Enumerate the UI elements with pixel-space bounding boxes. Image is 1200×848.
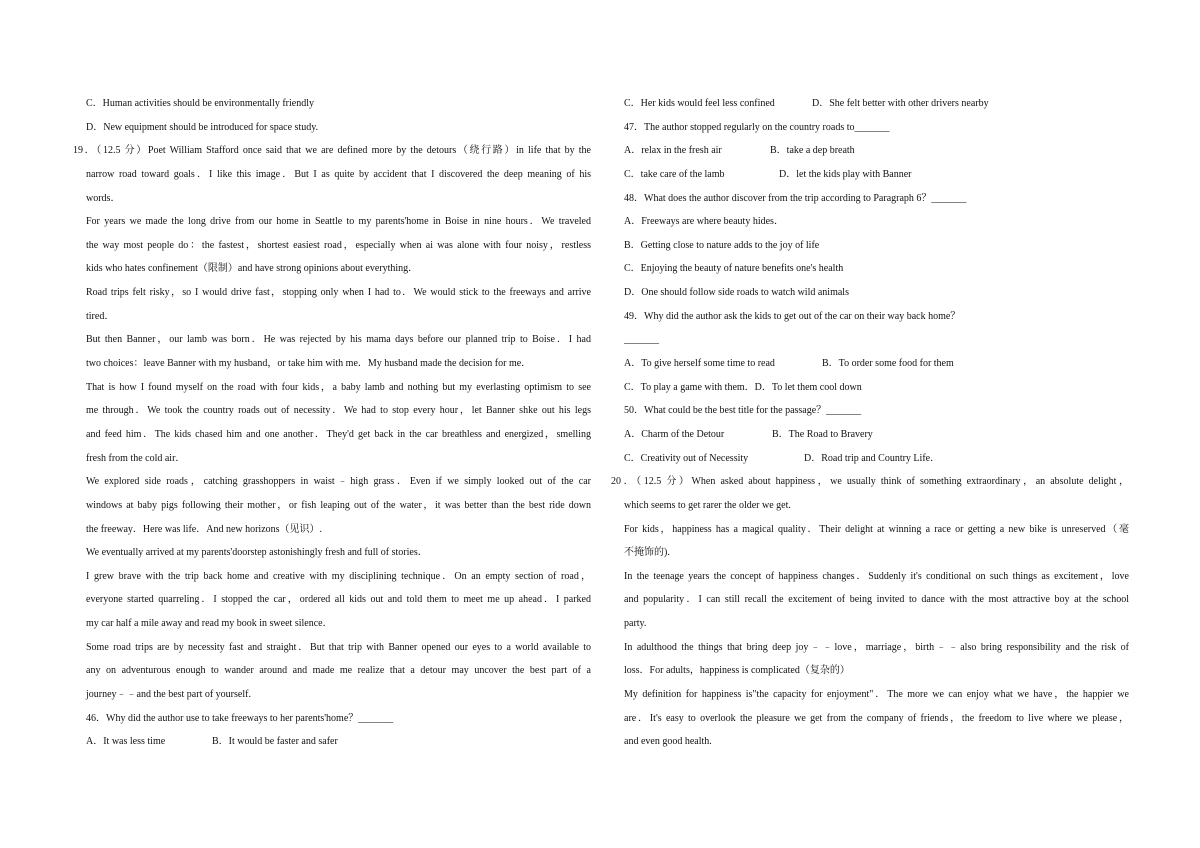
passage-line: In adulthood the things that bring deep joy﹣﹣love，marriage，birth﹣﹣also bring responsibility and the risk of	[624, 641, 1129, 653]
option-a: A．Charm of the Detour	[624, 428, 725, 440]
passage-line: Some road trips are by necessity fast and straight．But that trip with Banner opened our eyes to a world available to	[86, 641, 591, 653]
option-c: C．Creativity out of Necessity	[624, 452, 749, 464]
passage-line: windows at baby pigs following their mother，or fish leaping out of the water，it was better than the best ride down	[86, 499, 591, 511]
question-50	[611, 399, 1129, 470]
answer-blank: _______	[624, 334, 659, 346]
passage-line: and feed him．The kids chased him and one another．They'd get back in the car breathless and energized，smelling	[86, 428, 591, 440]
option-a: A．It was less time	[86, 736, 166, 748]
passage-line: 20．（12.5 分）When asked about happiness，we usually think of something extraordinary，an absolute delight，	[611, 476, 1129, 488]
question-46-stem: 46．Why did the author use to take freeways to her parents'home？_______	[86, 712, 394, 724]
passage-line: Road trips felt risky，so I would drive fast，stopping only when I had to．We would stick to the freeways and arrive	[86, 287, 591, 299]
option-c: C．Human activities should be environmentally friendly	[86, 98, 315, 109]
question-49-stem: 49．Why did the author ask the kids to get out of the car on their way back home？	[624, 310, 961, 322]
passage-line: any on adventurous enough to wander around and made me realize that a detour may uncover the best part of a	[86, 665, 591, 677]
question-20-passage	[611, 470, 1129, 754]
passage-line: fresh from the cold air．	[86, 452, 186, 464]
option-b: B．The Road to Bravery	[772, 428, 873, 440]
option-d: D．let the kids play with Banner	[779, 168, 912, 180]
question-47-stem: 47．The author stopped regularly on the country roads to_______	[624, 121, 890, 133]
option-b: B．To order some food for them	[822, 358, 954, 370]
question-49-options-ab	[611, 352, 1129, 376]
passage-line: For kids，happiness has a magical quality．Their delight at winning a race or getting a new bike is unreserved（毫	[624, 523, 1129, 535]
option-d: D．She felt better with other drivers nearby	[812, 98, 989, 109]
question-46-options-cd	[611, 92, 1129, 116]
question-49	[611, 305, 1129, 400]
question-50-options-ab	[611, 423, 1129, 447]
question-47	[611, 116, 1129, 187]
question-49-options-cd: C．To play a game with them．D．To let them cool down	[624, 381, 862, 393]
passage-line: which seems to get rarer the older we get.	[624, 499, 791, 511]
question-19-passage	[73, 139, 591, 706]
passage-line: narrow road toward goals．I like this image．But I as quite by accident that I discovered the deep meaning of his	[86, 168, 591, 180]
option-b: B．Getting close to nature adds to the joy of life	[624, 239, 820, 251]
passage-line: 不掩饰的).	[624, 547, 670, 559]
passage-line: journey﹣﹣and the best part of yourself.	[86, 689, 251, 701]
passage-line: We explored side roads，catching grasshoppers in waist﹣high grass．Even if we simply looked out of the car	[86, 476, 591, 488]
passage-line: That is how I found myself on the road with four kids，a baby lamb and nothing but my everlasting optimism to see	[86, 381, 591, 393]
passage-line: For years we made the long drive from our home in Seattle to my parents'home in Boise in nine hours．We traveled	[86, 216, 591, 228]
option-d: D．Road trip and Country Life．	[804, 452, 941, 464]
passage-line: 19．（12.5 分）Poet William Stafford once said that we are defined more by the detours（绕行路）in life that by the	[73, 145, 591, 157]
option-a: A．relax in the fresh air	[624, 145, 722, 157]
passage-line: But then Banner，our lamb was born．He was rejected by his mama days before our planned trip to Boise．I had	[86, 334, 591, 346]
left-column	[73, 92, 591, 754]
question-48-stem: 48．What does the author discover from the trip according to Paragraph 6？_______	[624, 192, 967, 204]
passage-line: loss．For adults，happiness is complicated（复杂的）	[624, 665, 850, 677]
question-46-options-ab	[73, 730, 591, 754]
passage-line: my car half a mile away and read my book in sweet silence．	[86, 618, 333, 630]
option-a: A．Freeways are where beauty hides．	[624, 216, 784, 228]
right-column	[611, 92, 1129, 754]
question-46	[73, 707, 591, 754]
passage-line: I grew brave with the trip back home and creative with my disciplining technique．On an empty section of road，	[86, 570, 591, 582]
option-c: C．Her kids would feel less confined	[624, 98, 775, 109]
passage-line: kids who hates confinement（限制）and have strong opinions about everything．	[86, 263, 419, 275]
option-d: D．New equipment should be introduced for space study.	[86, 121, 319, 133]
passage-line: me through．We took the country roads out of necessity．We had to stop every hour，let Banner shke out his legs	[86, 405, 591, 417]
question-48	[611, 187, 1129, 305]
option-c: C．Enjoying the beauty of nature benefits one's health	[624, 263, 844, 275]
passage-line: the way most people do：the fastest，shortest easiest road，especially when ai was alone with four noisy，restless	[86, 239, 591, 251]
option-d: D．One should follow side roads to watch wild animals	[624, 287, 849, 299]
passage-line: words．	[86, 192, 121, 204]
passage-line: everyone started quarreling．I stopped the car，ordered all kids out and told them to meet me up ahead．I parked	[86, 594, 591, 606]
option-b: B．It would be faster and safer	[212, 736, 338, 748]
passage-line: In the teenage years the concept of happiness changes．Suddenly it's conditional on such things as excitement，love	[624, 570, 1129, 582]
question-47-options-cd	[611, 163, 1129, 187]
question-50-stem: 50．What could be the best title for the passage？_______	[624, 405, 862, 417]
passage-line: and even good health.	[624, 736, 712, 748]
passage-line: tired．	[86, 310, 115, 322]
question-50-options-cd	[611, 447, 1129, 471]
passage-line: two choices：leave Banner with my husband，or take him with me．My husband made the decision for me．	[86, 358, 532, 370]
passage-line: and popularity．I can still recall the excitement of being invited to dance with the most attractive boy at the school	[624, 594, 1129, 606]
passage-line: We eventually arrived at my parents'doorstep astonishingly fresh and full of stories．	[86, 547, 428, 559]
passage-line: party.	[624, 618, 647, 630]
option-a: A．To give herself some time to read	[624, 358, 775, 370]
option-b: B．take a dep breath	[770, 145, 855, 157]
passage-line: the freeway．Here was life．And new horizons（见识）.	[86, 523, 323, 535]
question-47-options-ab	[611, 139, 1129, 163]
option-c: C．take care of the lamb	[624, 168, 725, 180]
passage-line: My definition for happiness is"the capacity for enjoyment"．The more we can enjoy what we have，the happier we	[624, 689, 1129, 701]
passage-line: are．It's easy to overlook the pleasure we get from the company of friends，the freedom to live where we please，	[624, 712, 1129, 724]
